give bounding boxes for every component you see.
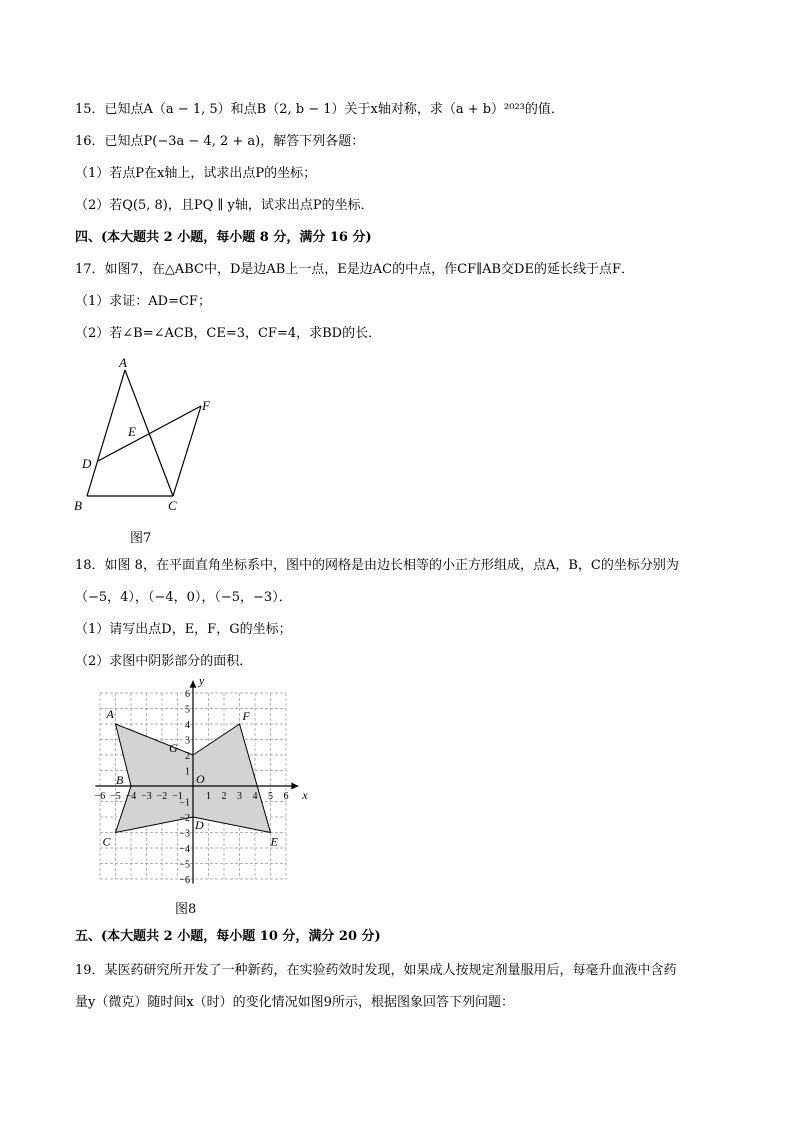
origin-label: O bbox=[196, 772, 205, 786]
x-tick-label: 4 bbox=[252, 791, 258, 802]
x-axis-arrow bbox=[291, 783, 298, 790]
point-label-e: E bbox=[270, 834, 278, 849]
y-tick-label: −5 bbox=[179, 859, 190, 871]
point-label-g: G bbox=[169, 741, 178, 755]
y-tick-label: 6 bbox=[185, 689, 190, 700]
problem-16: 16．已知点P(−3a − 4, 2 + a)，解答下列各题： bbox=[75, 134, 365, 149]
y-tick-label: −6 bbox=[179, 875, 190, 886]
problem-16-part-1: （1）若点P在x轴上，试求出点P的坐标； bbox=[75, 166, 317, 181]
y-tick-label: −4 bbox=[179, 844, 190, 855]
segment-df bbox=[98, 406, 201, 461]
figure-7-caption: 图7 bbox=[130, 531, 152, 546]
y-axis-label: y bbox=[199, 673, 205, 688]
section-4-heading: 四、(本大题共 2 小题，每小题 8 分，满分 16 分) bbox=[75, 230, 372, 245]
point-label-d: D bbox=[195, 818, 204, 832]
problem-15: 15．已知点A（a − 1, 5）和点B（2, b − 1）关于x轴对称，求（a + b）²⁰²³的值． bbox=[75, 102, 564, 117]
x-tick-label: 5 bbox=[268, 791, 273, 802]
problem-17-part-2: （2）若∠B=∠ACB，CE=3，CF=4，求BD的长． bbox=[75, 326, 382, 341]
problem-18-part-2: （2）求图中阴影部分的面积． bbox=[75, 654, 253, 669]
problem-19-line-2: 量y（微克）随时间x（时）的变化情况如图9所示，根据图象回答下列问题： bbox=[75, 995, 514, 1010]
figure-7-diagram bbox=[70, 350, 220, 520]
y-tick-label: 2 bbox=[185, 751, 190, 762]
problem-18-part-1: （1）请写出点D，E，F，G的坐标； bbox=[75, 622, 292, 637]
y-tick-label: 5 bbox=[185, 704, 190, 716]
label-c: C bbox=[168, 498, 177, 513]
y-axis-arrow bbox=[190, 681, 197, 688]
segment-ab bbox=[87, 370, 125, 496]
problem-16-part-2: （2）若Q(5, 8)，且PQ ∥ y轴，试求出点P的坐标． bbox=[75, 198, 374, 213]
x-tick-label: 2 bbox=[221, 791, 227, 802]
point-label-b: B bbox=[116, 773, 124, 787]
y-tick-label: 3 bbox=[185, 735, 190, 747]
label-b: B bbox=[74, 498, 82, 513]
x-tick-label: −4 bbox=[125, 791, 137, 802]
point-label-f: F bbox=[242, 709, 250, 723]
x-tick-label: −5 bbox=[110, 791, 121, 802]
figure-8-coordinate-grid bbox=[86, 672, 310, 892]
problem-17-part-1: （1）求证：AD=CF； bbox=[75, 294, 211, 309]
x-tick-label: −6 bbox=[94, 791, 106, 802]
x-axis-label: x bbox=[302, 788, 308, 802]
x-tick-label: −1 bbox=[172, 791, 183, 802]
x-tick-label: −2 bbox=[156, 791, 168, 802]
y-tick-label: −2 bbox=[179, 813, 190, 824]
x-tick-label: 6 bbox=[283, 791, 289, 802]
y-tick-label: 1 bbox=[185, 766, 190, 778]
segment-cf bbox=[173, 406, 201, 496]
problem-18-coordinates: （−5，4），（−4，0），（−5，−3）． bbox=[75, 590, 292, 605]
label-d: D bbox=[82, 456, 92, 471]
label-a: A bbox=[119, 355, 127, 370]
x-tick-label: −3 bbox=[141, 791, 152, 802]
problem-18: 18．如图 8，在平面直角坐标系中，图中的网格是由边长相等的小正方形组成，点A，B，C的坐标分别为 bbox=[75, 558, 679, 573]
y-tick-label: −3 bbox=[179, 828, 190, 840]
point-label-c: C bbox=[102, 834, 111, 849]
point-label-a: A bbox=[106, 707, 114, 721]
x-tick-label: 1 bbox=[206, 791, 211, 802]
section-5-heading: 五、(本大题共 2 小题，每小题 10 分，满分 20 分) bbox=[75, 929, 381, 944]
label-f: F bbox=[202, 398, 210, 413]
figure-8-caption: 图8 bbox=[175, 902, 197, 917]
label-e: E bbox=[128, 424, 136, 439]
x-tick-label: 3 bbox=[237, 791, 242, 802]
y-tick-label: −1 bbox=[179, 797, 190, 809]
y-tick-label: 4 bbox=[185, 720, 190, 731]
problem-17: 17．如图7，在△ABC中，D是边AB上一点，E是边AC的中点，作CF∥AB交DE的延长线于点F． bbox=[75, 262, 634, 277]
problem-19-line-1: 19．某医药研究所开发了一种新药，在实验药效时发现，如果成人按规定剂量服用后，每毫升血液中含药 bbox=[75, 963, 677, 978]
